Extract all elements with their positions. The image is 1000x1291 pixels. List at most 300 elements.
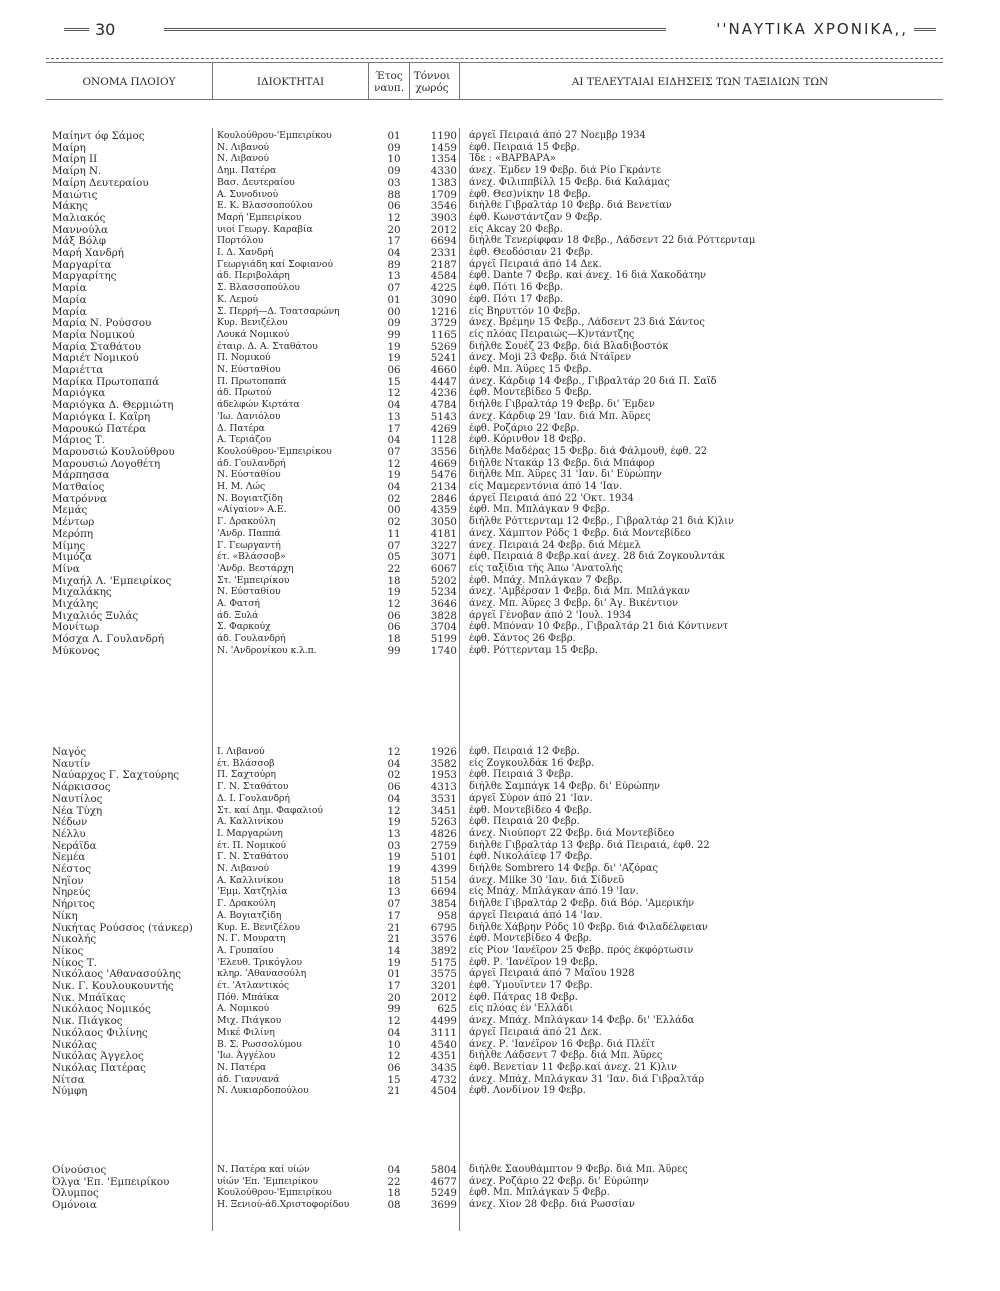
ship-row — [0, 598, 1000, 610]
year-built: 13 — [387, 827, 401, 840]
ship-owners: Ν. Εύσταθίου — [217, 469, 281, 481]
year-built: 12 — [387, 598, 401, 610]
gross-tons: 3227 — [430, 539, 457, 552]
gross-tons: 2012 — [430, 223, 457, 236]
year-built: 22 — [387, 1175, 401, 1188]
ship-row — [0, 898, 1000, 910]
ship-owners: Ν. Λυκιαρδοπούλου — [217, 1085, 309, 1097]
ship-row — [0, 851, 1000, 863]
gross-tons: 4499 — [430, 1015, 457, 1028]
ship-row — [0, 399, 1000, 411]
ship-owners: 'Εμμ. Χατζηλία — [217, 886, 288, 898]
ship-row — [0, 200, 1000, 212]
ship-name: Μαίρη Δευτεραίου — [52, 176, 149, 189]
ship-name: Μάξ Βόλφ — [52, 235, 106, 248]
ship-row — [0, 980, 1000, 992]
ship-owners: Μαρή 'Εμπειρίκου — [217, 211, 302, 223]
year-built: 19 — [387, 816, 401, 829]
gross-tons: 4826 — [430, 827, 457, 840]
ship-name: Νικόλαος Νομικός — [52, 1003, 151, 1016]
gross-tons: 3828 — [430, 609, 457, 622]
ship-name: Νικόλαος 'Αθανασούλης — [52, 968, 181, 981]
year-built: 12 — [387, 211, 401, 224]
ship-name: Μιχάλης — [52, 598, 99, 610]
ship-owners: Α. Βογιατζίδη — [217, 909, 282, 921]
ship-row — [0, 458, 1000, 470]
year-built: 03 — [387, 839, 401, 852]
year-built: 06 — [387, 200, 401, 213]
voyage-news: έφθ. Πειραιά 15 Φεβρ. — [469, 141, 580, 153]
voyage-news: διήλθε Ρόττερνταμ 12 Φεβρ., Γιβραλτάρ 21 διά Κ)λιν — [469, 516, 734, 528]
ship-name: Μιχαήλ Λ. 'Εμπειρίκος — [52, 574, 172, 587]
gross-tons: 4784 — [430, 399, 457, 412]
ship-row — [0, 376, 1000, 388]
ship-row — [0, 153, 1000, 165]
year-built: 07 — [387, 282, 401, 295]
gross-tons: 3111 — [430, 1026, 457, 1039]
ship-row — [0, 793, 1000, 805]
ship-owners: Στ. 'Εμπειρίκου — [217, 574, 290, 586]
ship-owners: Α. Καλλινίκου — [217, 874, 284, 886]
voyage-news: άνεχ. Ροζάριο 22 Φεβρ. δι' Εύρώπην — [469, 1175, 649, 1187]
ship-name: Όλυμπος — [52, 1187, 99, 1200]
gross-tons: 3854 — [430, 898, 457, 911]
gross-tons: 5476 — [430, 469, 457, 482]
gross-tons: 2759 — [430, 839, 457, 852]
header-bottom-rule — [46, 99, 943, 100]
voyage-news: διήλθε Γιβραλτάρ 2 Φεβρ. διά Βόρ. 'Αμερικήν — [469, 898, 695, 910]
ship-row — [0, 945, 1000, 957]
ship-row — [0, 922, 1000, 934]
voyage-news: έφθ. Θεσ)νίκην 18 Φεβρ. — [469, 188, 591, 200]
ship-owners: Βασ. Δευτεραίου — [217, 176, 295, 188]
gross-tons: 5804 — [430, 1164, 457, 1176]
ship-owners: Κουλούθρου-'Εμπειρίκου — [217, 130, 332, 141]
year-built: 89 — [387, 258, 401, 271]
year-built: 12 — [387, 1015, 401, 1028]
ship-name: Μαρία Σταθάτου — [52, 340, 142, 353]
ship-owners: Κυρ. Βενιζέλου — [217, 317, 288, 329]
ship-owners: άδ. Γιαννανά — [217, 1073, 280, 1085]
ship-name: Μαίρη Ν. — [52, 165, 102, 178]
year-built: 13 — [387, 410, 401, 423]
gross-tons: 5202 — [430, 574, 457, 587]
year-built: 01 — [387, 968, 401, 981]
year-built: 12 — [387, 1050, 401, 1063]
gross-tons: 4236 — [430, 387, 457, 400]
ship-owners: Κυρ. Ε. Βενιζέλου — [217, 921, 300, 933]
ship-owners: Στ. καί Δημ. Φαφαλιού — [217, 804, 323, 816]
ship-name: Νικόλαος Φιλίνης — [52, 1026, 148, 1039]
voyage-news: άνεχ. Μπάχ. Μπλάγκαν 31 'Ιαν. διά Γιβραλτάρ — [469, 1073, 705, 1085]
year-built: 04 — [387, 1164, 401, 1176]
ship-name: Ομόνοια — [52, 1199, 97, 1212]
voyage-news: έφθ. Νικολάϊεφ 17 Φεβρ. — [469, 851, 593, 863]
voyage-news: έφθ. Βενετίαν 11 Φεβρ.καί άνεχ. 21 Κ)λιν — [469, 1061, 677, 1073]
ship-name: Νικ. Γ. Κουλουκουντής — [52, 980, 174, 992]
gross-tons: 6694 — [430, 886, 457, 899]
year-built: 08 — [387, 1199, 401, 1212]
ship-row — [0, 863, 1000, 875]
gross-tons: 4660 — [430, 364, 457, 376]
voyage-news: έφθ. Θεοδόσιαν 21 Φεβρ. — [469, 247, 594, 258]
voyage-news: διήλθε Γιβραλτάρ 10 Φεβρ. διά Βενετίαν — [469, 200, 672, 212]
header-divider-3 — [409, 62, 410, 100]
voyage-news: άνεχ. Βρέμην 15 Φεβρ., Λάδσεντ 23 διά Σάντος — [469, 317, 705, 329]
ship-name: Νικολής — [52, 933, 97, 946]
ship-row — [0, 481, 1000, 493]
ship-row — [0, 224, 1000, 236]
ship-owners: έτ. Π. Νομικού — [217, 839, 286, 851]
ship-row — [0, 504, 1000, 516]
voyage-news: άνεχ. Φιλιππβίλλ 15 Φεβρ. διά Καλάμας — [469, 176, 670, 188]
gross-tons: 1953 — [430, 769, 457, 782]
ship-owners: Πόθ. Μπάϊκα — [217, 991, 279, 1003]
year-built: 10 — [387, 1038, 401, 1051]
ship-owners: Γ. Δρακούλη — [217, 898, 276, 910]
ship-name: Νέδων — [52, 816, 88, 829]
year-built: 07 — [387, 445, 401, 458]
ship-name: Μάκης — [52, 200, 88, 213]
ship-row — [0, 1015, 1000, 1027]
ship-row — [0, 610, 1000, 622]
year-built: 14 — [387, 944, 401, 957]
voyage-news: έφθ. Πάτρας 18 Φεβρ. — [469, 991, 578, 1003]
ship-row — [0, 1039, 1000, 1051]
gross-tons: 3435 — [430, 1061, 457, 1074]
ship-owners: Κ. Λεμού — [217, 293, 258, 305]
voyage-news: έφθ. Πειραιά 20 Φεβρ. — [469, 816, 580, 828]
ship-owners: Ε. Κ. Βλασσοπούλου — [217, 200, 313, 212]
voyage-news: έφθ. Μπ. Μπλάγκαν 5 Φεβρ. — [469, 1187, 610, 1199]
voyage-news: άνεχ. Έμδεν 19 Φεβρ. διά Ρίο Γκράντε — [469, 165, 662, 177]
ship-row — [0, 645, 1000, 657]
ship-name: Νικήτας Ρούσσος (τάνκερ) — [52, 921, 193, 934]
gross-tons: 5269 — [430, 340, 457, 353]
ship-owners: άδ. Γουλανδρή — [217, 457, 286, 469]
ship-name: Μαριέττα — [52, 364, 104, 376]
ship-name: Ναγός — [52, 746, 87, 758]
ship-row — [0, 781, 1000, 793]
ship-row — [0, 423, 1000, 435]
ship-row — [0, 469, 1000, 481]
voyage-news: διήλθε Σαουθάμπτον 9 Φεβρ. διά Μπ. Άϋρες — [469, 1164, 688, 1175]
ship-name: Ματρόννα — [52, 492, 107, 505]
ship-name: Μαριέτ Νομικού — [52, 352, 139, 365]
ship-row — [0, 1050, 1000, 1062]
gross-tons: 6694 — [430, 235, 457, 248]
gross-tons: 1926 — [430, 746, 457, 758]
voyage-news: έφθ. Κόρινθον 18 Φεβρ. — [469, 434, 586, 446]
voyage-news: είς Βηρυττόν 10 Φεβρ. — [469, 305, 581, 317]
ship-owners: Ν. Πατέρα — [217, 1061, 267, 1073]
ship-owners: Π. Σαχτούρη — [217, 769, 276, 781]
voyage-news: άνεχ. Μπ. Άϋρες 3 Φεβρ. δι' Άγ. Βικέντιον — [469, 598, 679, 609]
voyage-news: έφθ. Πειραιά 3 Φεβρ. — [469, 769, 574, 781]
ship-name: Μαρία — [52, 293, 87, 306]
ship-row — [0, 551, 1000, 563]
ship-owners: Κουλούθρου-'Εμπειρίκου — [217, 1187, 332, 1199]
year-built: 06 — [387, 364, 401, 376]
ship-row — [0, 816, 1000, 828]
voyage-news: διήλθε Τενερίφφαν 18 Φεβρ., Λάδσεντ 22 διά Ρόττερνταμ — [469, 235, 756, 247]
table-top-dashed-rule — [46, 58, 943, 59]
year-built: 15 — [387, 1073, 401, 1086]
ship-row — [0, 306, 1000, 318]
ship-name: Μαρία — [52, 282, 87, 295]
ship-row — [0, 294, 1000, 306]
ship-owners: Ν. Εύσταθίου — [217, 364, 281, 375]
year-built: 01 — [387, 293, 401, 306]
voyage-news: είς πλόας Πειραιώς—Κ)ντάντζης — [469, 328, 635, 340]
voyage-news: έφθ. Πειραιά 12 Φεβρ. — [469, 746, 580, 757]
year-built: 09 — [387, 141, 401, 154]
ship-owners: Γεωργιάδη καί Σοφιανού — [217, 258, 333, 270]
year-built: 06 — [387, 781, 401, 794]
year-built: 06 — [387, 1061, 401, 1074]
table-top-rule — [46, 62, 943, 63]
voyage-news: άργεΐ Πειραιά άπό 14 Δεκ. — [469, 258, 602, 270]
ship-row — [0, 540, 1000, 552]
ship-owners: Γ. Γεωργαντή — [217, 539, 281, 551]
ship-name: Μύκονος — [52, 644, 100, 657]
year-built: 01 — [387, 130, 401, 142]
voyage-news: έφθ. Λονδίνον 19 Φεβρ. — [469, 1085, 586, 1097]
year-built: 99 — [387, 328, 401, 341]
year-built: 19 — [387, 586, 401, 599]
gross-tons: 4540 — [430, 1038, 457, 1051]
gross-tons: 5143 — [430, 410, 457, 423]
voyage-news: είς Μπάχ. Μπλάγκαν άπό 19 'Ιαν. — [469, 886, 639, 898]
ship-name: Μαρία Νομικού — [52, 328, 135, 341]
voyage-news: έφθ. Ρόττερνταμ 15 Φεβρ. — [469, 644, 598, 656]
ship-owners: Δ. Πατέρα — [217, 422, 265, 434]
ship-row — [0, 1085, 1000, 1097]
voyage-news: άνεχ. Χίον 28 Φεβρ. διά Ρωσσίαν — [469, 1199, 635, 1211]
ship-owners: άδ. Πρωτού — [217, 387, 272, 399]
voyage-news: άνεχ. Πειραιά 24 Φεβρ. διά Μέμελ — [469, 539, 641, 551]
column-header-tons: Τόννοι χωρός — [413, 70, 451, 94]
year-built: 17 — [387, 235, 401, 248]
ship-name: Μαριόγκα Δ. Θερμιώτη — [52, 399, 174, 412]
ship-row — [0, 247, 1000, 259]
ship-name: Νήριτος — [52, 898, 95, 911]
ship-row — [0, 446, 1000, 458]
ship-owners: άδελφών Κιρτάτα — [217, 399, 300, 411]
ship-name: Μίμης — [52, 539, 86, 552]
gross-tons: 3556 — [430, 445, 457, 458]
voyage-news: άργεΐ Πειραιά άπό 7 Μαΐου 1928 — [469, 968, 635, 980]
voyage-news: άργεΐ Γένοβαν άπό 2 'Ιουλ. 1934 — [469, 609, 632, 621]
ship-row — [0, 528, 1000, 540]
voyage-news: έφθ. Σάντος 26 Φεβρ. — [469, 633, 576, 645]
year-built: 21 — [387, 933, 401, 946]
ship-owners: Α. Συνοδινού — [217, 188, 279, 200]
ship-row — [0, 434, 1000, 446]
voyage-news: διήλθε Γιβραλτάρ 19 Φεβρ. δι' Έμδεν — [469, 399, 655, 411]
gross-tons: 3729 — [430, 317, 457, 330]
ship-name: Μόσχα Λ. Γουλανδρή — [52, 633, 164, 646]
voyage-news: άνεχ. Ρ. 'Ιανέϊρον 16 Φεβρ. διά Πλέϊτ — [469, 1038, 656, 1050]
year-built: 07 — [387, 539, 401, 552]
publication-title: ''ΝΑΥΤΙΚΑ ΧΡΟΝΙΚΑ,, — [710, 20, 914, 38]
gross-tons: 1459 — [430, 141, 457, 154]
gross-tons: 4313 — [430, 781, 457, 794]
voyage-news: άργεΐ Πειραιά άπό 22 'Οκτ. 1934 — [469, 492, 634, 504]
ship-row — [0, 1176, 1000, 1188]
ship-name: Νέλλυ — [52, 827, 86, 840]
year-built: 04 — [387, 481, 401, 493]
voyage-news: έφθ. Μπ. Άϋρες 15 Φεβρ. — [469, 364, 592, 375]
voyage-news: είς ταξίδια τής Άπω 'Ανατολής — [469, 562, 623, 574]
gross-tons: 4447 — [430, 375, 457, 388]
voyage-news: έφθ. Μοντεβίδεο 5 Φεβρ. — [469, 387, 592, 399]
gross-tons: 4504 — [430, 1085, 457, 1098]
gross-tons: 3903 — [430, 211, 457, 224]
ship-owners: Ν. Βογιατζίδη — [217, 492, 283, 504]
ship-row — [0, 142, 1000, 154]
ship-owners: 'Ελευθ. Τρικόγλου — [217, 956, 302, 968]
gross-tons: 2012 — [430, 991, 457, 1004]
voyage-news: διήλθε Σαμπάγκ 14 Φεβρ. δι' Εύρώπην — [469, 781, 660, 793]
ship-owners: Σ. Φαρκούχ — [217, 621, 271, 633]
ship-owners: έτ. 'Ατλαντικός — [217, 980, 290, 991]
ship-row — [0, 329, 1000, 341]
ship-owners: Δ. Ι. Γουλανδρή — [217, 792, 290, 804]
voyage-news: άνεχ. Μπάχ. Μπλάγκαν 14 Φεβρ. δι' 'Ελλάδα — [469, 1015, 695, 1027]
ship-owners: Μιχ. Πιάγκου — [217, 1015, 282, 1027]
voyage-news: είς πλόας έν 'Ελλάδι — [469, 1003, 574, 1015]
voyage-news: έφθ. Πειραιά 8 Φεβρ.καί άνεχ. 28 διά Ζογκουλντάκ — [469, 551, 725, 563]
voyage-news: είς Ζογκουλδάκ 16 Φεβρ. — [469, 757, 595, 769]
ship-owners: άδ. Γουλανδρή — [217, 633, 286, 645]
page-header — [64, 16, 936, 46]
ship-name: Μαριόγκα — [52, 387, 106, 400]
ship-owners: Α. Νομικού — [217, 1003, 270, 1015]
ship-row — [0, 282, 1000, 294]
ship-name: Μαρουσιώ Λογοθέτη — [52, 457, 161, 470]
year-built: 04 — [387, 434, 401, 447]
voyage-news: άνεχ. Κάρδιφ 14 Φεβρ., Γιβραλτάρ 20 διά Π. Σαΐδ — [469, 375, 717, 387]
year-built: 02 — [387, 492, 401, 505]
ship-row — [0, 1199, 1000, 1211]
year-built: 15 — [387, 375, 401, 388]
voyage-news: διήλθε Γιβραλτάρ 13 Φεβρ. διά Πειραιά, έφθ. 22 — [469, 839, 710, 851]
ship-owners: υίών 'Επ. 'Εμπειρίκου — [217, 1175, 318, 1187]
ship-name: Μαίρη — [52, 141, 86, 154]
ship-row — [0, 1062, 1000, 1074]
gross-tons: 4399 — [430, 863, 457, 875]
voyage-news: άνεχ. 'Αμβέρσαν 1 Φεβρ. διά Μπ. Μπλάγκαν — [469, 586, 690, 598]
ship-row — [0, 886, 1000, 898]
year-built: 04 — [387, 792, 401, 805]
gross-tons: 1165 — [430, 328, 457, 341]
ship-owners: 'Ιω. Άγγέλου — [217, 1050, 276, 1062]
voyage-news: διήλθε Χάβρην Ρόδς 10 Φεβρ. διά Φιλαδέλφειαν — [469, 921, 708, 933]
ship-name: Νικ. Μπάϊκας — [52, 991, 126, 1004]
ship-name: Μιμόζα — [52, 551, 93, 564]
gross-tons: 4225 — [430, 282, 457, 295]
ship-owners: έτ. Βλάσσοβ — [217, 757, 275, 769]
ship-owners: 'Ανδρ. Βεστάρχη — [217, 562, 294, 574]
ship-row — [0, 352, 1000, 364]
ship-owners: Πορτόλου — [217, 235, 264, 247]
gross-tons: 2846 — [430, 492, 457, 505]
ship-owners: 'Ανδρ. Παππά — [217, 527, 281, 539]
year-built: 04 — [387, 247, 401, 259]
ship-name: Οίνούσιος — [52, 1164, 107, 1176]
ship-owners: Η. Μ. Λώς — [217, 481, 266, 492]
ship-row — [0, 270, 1000, 282]
year-built: 12 — [387, 387, 401, 400]
ship-name: Μέντωρ — [52, 516, 95, 529]
ship-name: Μαρουσιώ Κουλούθρου — [52, 445, 175, 458]
ship-name: Μάριος Τ. — [52, 434, 105, 447]
year-built: 19 — [387, 956, 401, 969]
ship-name: Μαργαρίτα — [52, 258, 112, 271]
gross-tons: 3576 — [430, 933, 457, 946]
year-built: 18 — [387, 633, 401, 646]
ship-owners: έτ. «Βλάσσοβ» — [217, 551, 286, 563]
ship-owners: Α. Φατσή — [217, 598, 260, 609]
ship-owners: Ν. 'Ανδρονίκου κ.λ.π. — [217, 644, 317, 656]
gross-tons: 4330 — [430, 165, 457, 178]
voyage-news: έφθ. Ύμουϊντεν 17 Φεβρ. — [469, 980, 593, 991]
year-built: 18 — [387, 574, 401, 587]
ship-owners: Α. Καλλινίκου — [217, 816, 284, 828]
year-built: 12 — [387, 457, 401, 470]
gross-tons: 6067 — [430, 562, 457, 575]
year-built: 04 — [387, 1026, 401, 1039]
page-number: 30 — [89, 20, 121, 39]
ship-row — [0, 1074, 1000, 1086]
ship-row — [0, 621, 1000, 633]
ship-row — [0, 992, 1000, 1004]
year-built: 22 — [387, 562, 401, 575]
ship-owners: Α. Γρυπαίου — [217, 944, 274, 956]
ship-owners: Ι. Δ. Χανδρή — [217, 247, 274, 258]
ship-name: Ναύαρχος Γ. Σαχτούρης — [52, 769, 180, 782]
year-built: 18 — [387, 874, 401, 887]
ship-row — [0, 968, 1000, 980]
ship-name: Μαρίκα Πρωτοπαπά — [52, 375, 160, 388]
ship-owners: άδ. Περιβολάρη — [217, 270, 290, 282]
column-header-owners: ΙΔΙΟΚΤΗΤΑΙ — [256, 76, 325, 88]
ship-name: Μαίρη ΙΙ — [52, 153, 98, 166]
voyage-news: διήλθε Sombrero 14 Φεβρ. δι' 'Αζόρας — [469, 863, 658, 874]
ship-name: Ναυτίλος — [52, 792, 103, 805]
ship-name: Νύμφη — [52, 1085, 88, 1098]
gross-tons: 2134 — [430, 481, 457, 493]
ship-row — [0, 235, 1000, 247]
ship-name: Μαργαρίτης — [52, 270, 117, 283]
gross-tons: 3071 — [430, 551, 457, 564]
gross-tons: 4269 — [430, 422, 457, 435]
header-rule-right — [914, 28, 936, 31]
gross-tons: 3090 — [430, 293, 457, 306]
ship-row — [0, 575, 1000, 587]
year-built: 04 — [387, 399, 401, 412]
ship-owners: Κουλούθρου-'Εμπειρίκου — [217, 445, 332, 457]
year-built: 20 — [387, 991, 401, 1004]
gross-tons: 1354 — [430, 153, 457, 166]
gross-tons: 3646 — [430, 598, 457, 610]
year-built: 13 — [387, 886, 401, 899]
ship-name: Μαρία — [52, 305, 87, 318]
ship-name: Νηρεύς — [52, 886, 91, 899]
year-built: 99 — [387, 1003, 401, 1016]
gross-tons: 3050 — [430, 516, 457, 529]
